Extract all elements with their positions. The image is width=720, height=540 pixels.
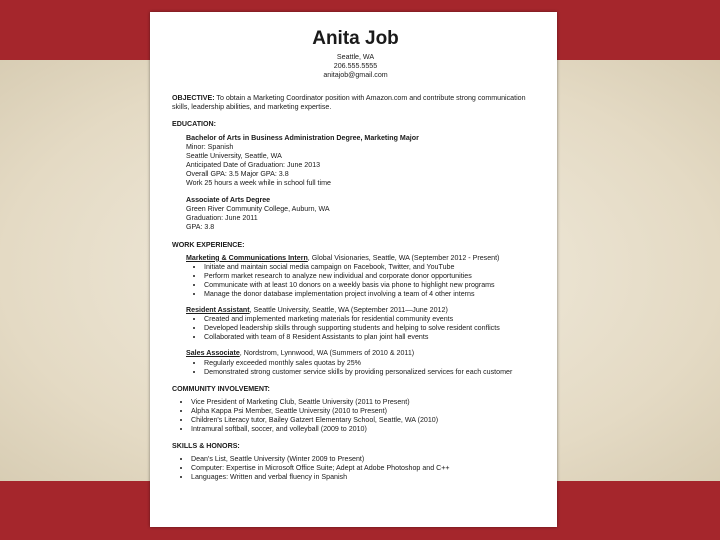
objective-section — [172, 94, 539, 112]
list-item: • Manage the donor database implementation project involving a team of 4 other interns — [204, 290, 539, 299]
list-item: • Intramural softball, soccer, and volleyball (2009 to 2010) — [191, 425, 539, 434]
contact-block — [172, 53, 539, 80]
job-title: Marketing & Communications Intern — [186, 253, 308, 262]
education-line: Work 25 hours a week while in school full time — [186, 179, 331, 188]
work-title: WORK EXPERIENCE: — [172, 240, 245, 249]
list-item: • Communicate with at least 10 donors on a weekly basis via phone to highlight new programs — [204, 281, 539, 290]
skills-list — [172, 455, 539, 482]
resume-name: Anita Job — [312, 28, 399, 49]
list-item: • Developed leadership skills through supporting students and helping to solve resident conflicts — [204, 324, 539, 333]
list-item: • Languages: Written and verbal fluency in Spanish — [191, 473, 539, 482]
job-header — [186, 349, 539, 358]
job-entry — [172, 349, 539, 376]
job-title: Sales Associate — [186, 349, 240, 358]
list-item: • Collaborated with team of 8 Resident Assistants to plan joint hall events — [204, 333, 539, 342]
job-entry — [172, 254, 539, 299]
job-bullets — [186, 315, 539, 342]
list-item: • Vice President of Marketing Club, Seattle University (2011 to Present) — [191, 398, 539, 407]
education-line: Graduation: June 2011 — [186, 214, 258, 223]
education-line: Overall GPA: 3.5 Major GPA: 3.8 — [186, 169, 289, 178]
education-line: Seattle University, Seattle, WA — [186, 151, 282, 160]
job-details: , Seattle University, Seattle, WA (September 2011—June 2012) — [249, 306, 448, 315]
education-line: GPA: 3.8 — [186, 223, 215, 232]
job-bullets — [186, 359, 539, 377]
job-title: Resident Assistant — [186, 306, 250, 315]
job-entry — [172, 306, 539, 342]
list-item: • Children's Literacy tutor, Bailey Gatzert Elementary School, Seattle, WA (2010) — [191, 416, 539, 425]
contact-email: anitajob@gmail.com — [323, 71, 388, 80]
job-details: , Global Visionaries, Seattle, WA (September 2012 - Present) — [307, 253, 500, 262]
objective-label: OBJECTIVE: — [172, 94, 215, 103]
resume-page — [150, 12, 557, 527]
job-header — [186, 254, 539, 263]
community-list — [172, 398, 539, 434]
contact-phone: 206.555.5555 — [333, 62, 378, 71]
skills-title: SKILLS & HONORS: — [172, 442, 240, 451]
education-entry — [172, 196, 539, 232]
degree-title: Associate of Arts Degree — [186, 196, 271, 205]
education-line: Minor: Spanish — [186, 142, 234, 151]
job-bullets — [186, 263, 539, 299]
list-item: • Created and implemented marketing materials for residential community events — [204, 315, 539, 324]
education-entry — [172, 134, 539, 189]
education-title: EDUCATION: — [172, 120, 217, 129]
job-details: , Nordstrom, Lynnwood, WA (Summers of 2010 & 2011) — [239, 349, 415, 358]
education-line: Anticipated Date of Graduation: June 2013 — [186, 160, 321, 169]
list-item: • Perform market research to analyze new individual and corporate donor opportunities — [204, 272, 539, 281]
list-item: • Dean's List, Seattle University (Winter 2009 to Present) — [191, 455, 539, 464]
degree-title: Bachelor of Arts in Business Administration Degree, Marketing Major — [186, 133, 419, 142]
list-item: • Alpha Kappa Psi Member, Seattle University (2010 to Present) — [191, 407, 539, 416]
contact-city: Seattle, WA — [336, 53, 375, 61]
education-line: Green River Community College, Auburn, WA — [186, 205, 330, 214]
list-item: • Computer: Expertise in Microsoft Office Suite; Adept at Adobe Photoshop and C++ — [191, 464, 539, 473]
list-item: • Regularly exceeded monthly sales quotas by 25% — [204, 359, 539, 368]
list-item: • Initiate and maintain social media campaign on Facebook, Twitter, and YouTube — [204, 263, 539, 272]
job-header — [186, 306, 539, 315]
list-item: • Demonstrated strong customer service skills by providing personalized services for each customer — [204, 368, 539, 377]
objective-text: To obtain a Marketing Coordinator position with Amazon.com and contribute strong communication skills, leadership abilities, and marketing expertise. — [172, 94, 526, 112]
community-title: COMMUNITY INVOLVEMENT: — [172, 384, 270, 393]
